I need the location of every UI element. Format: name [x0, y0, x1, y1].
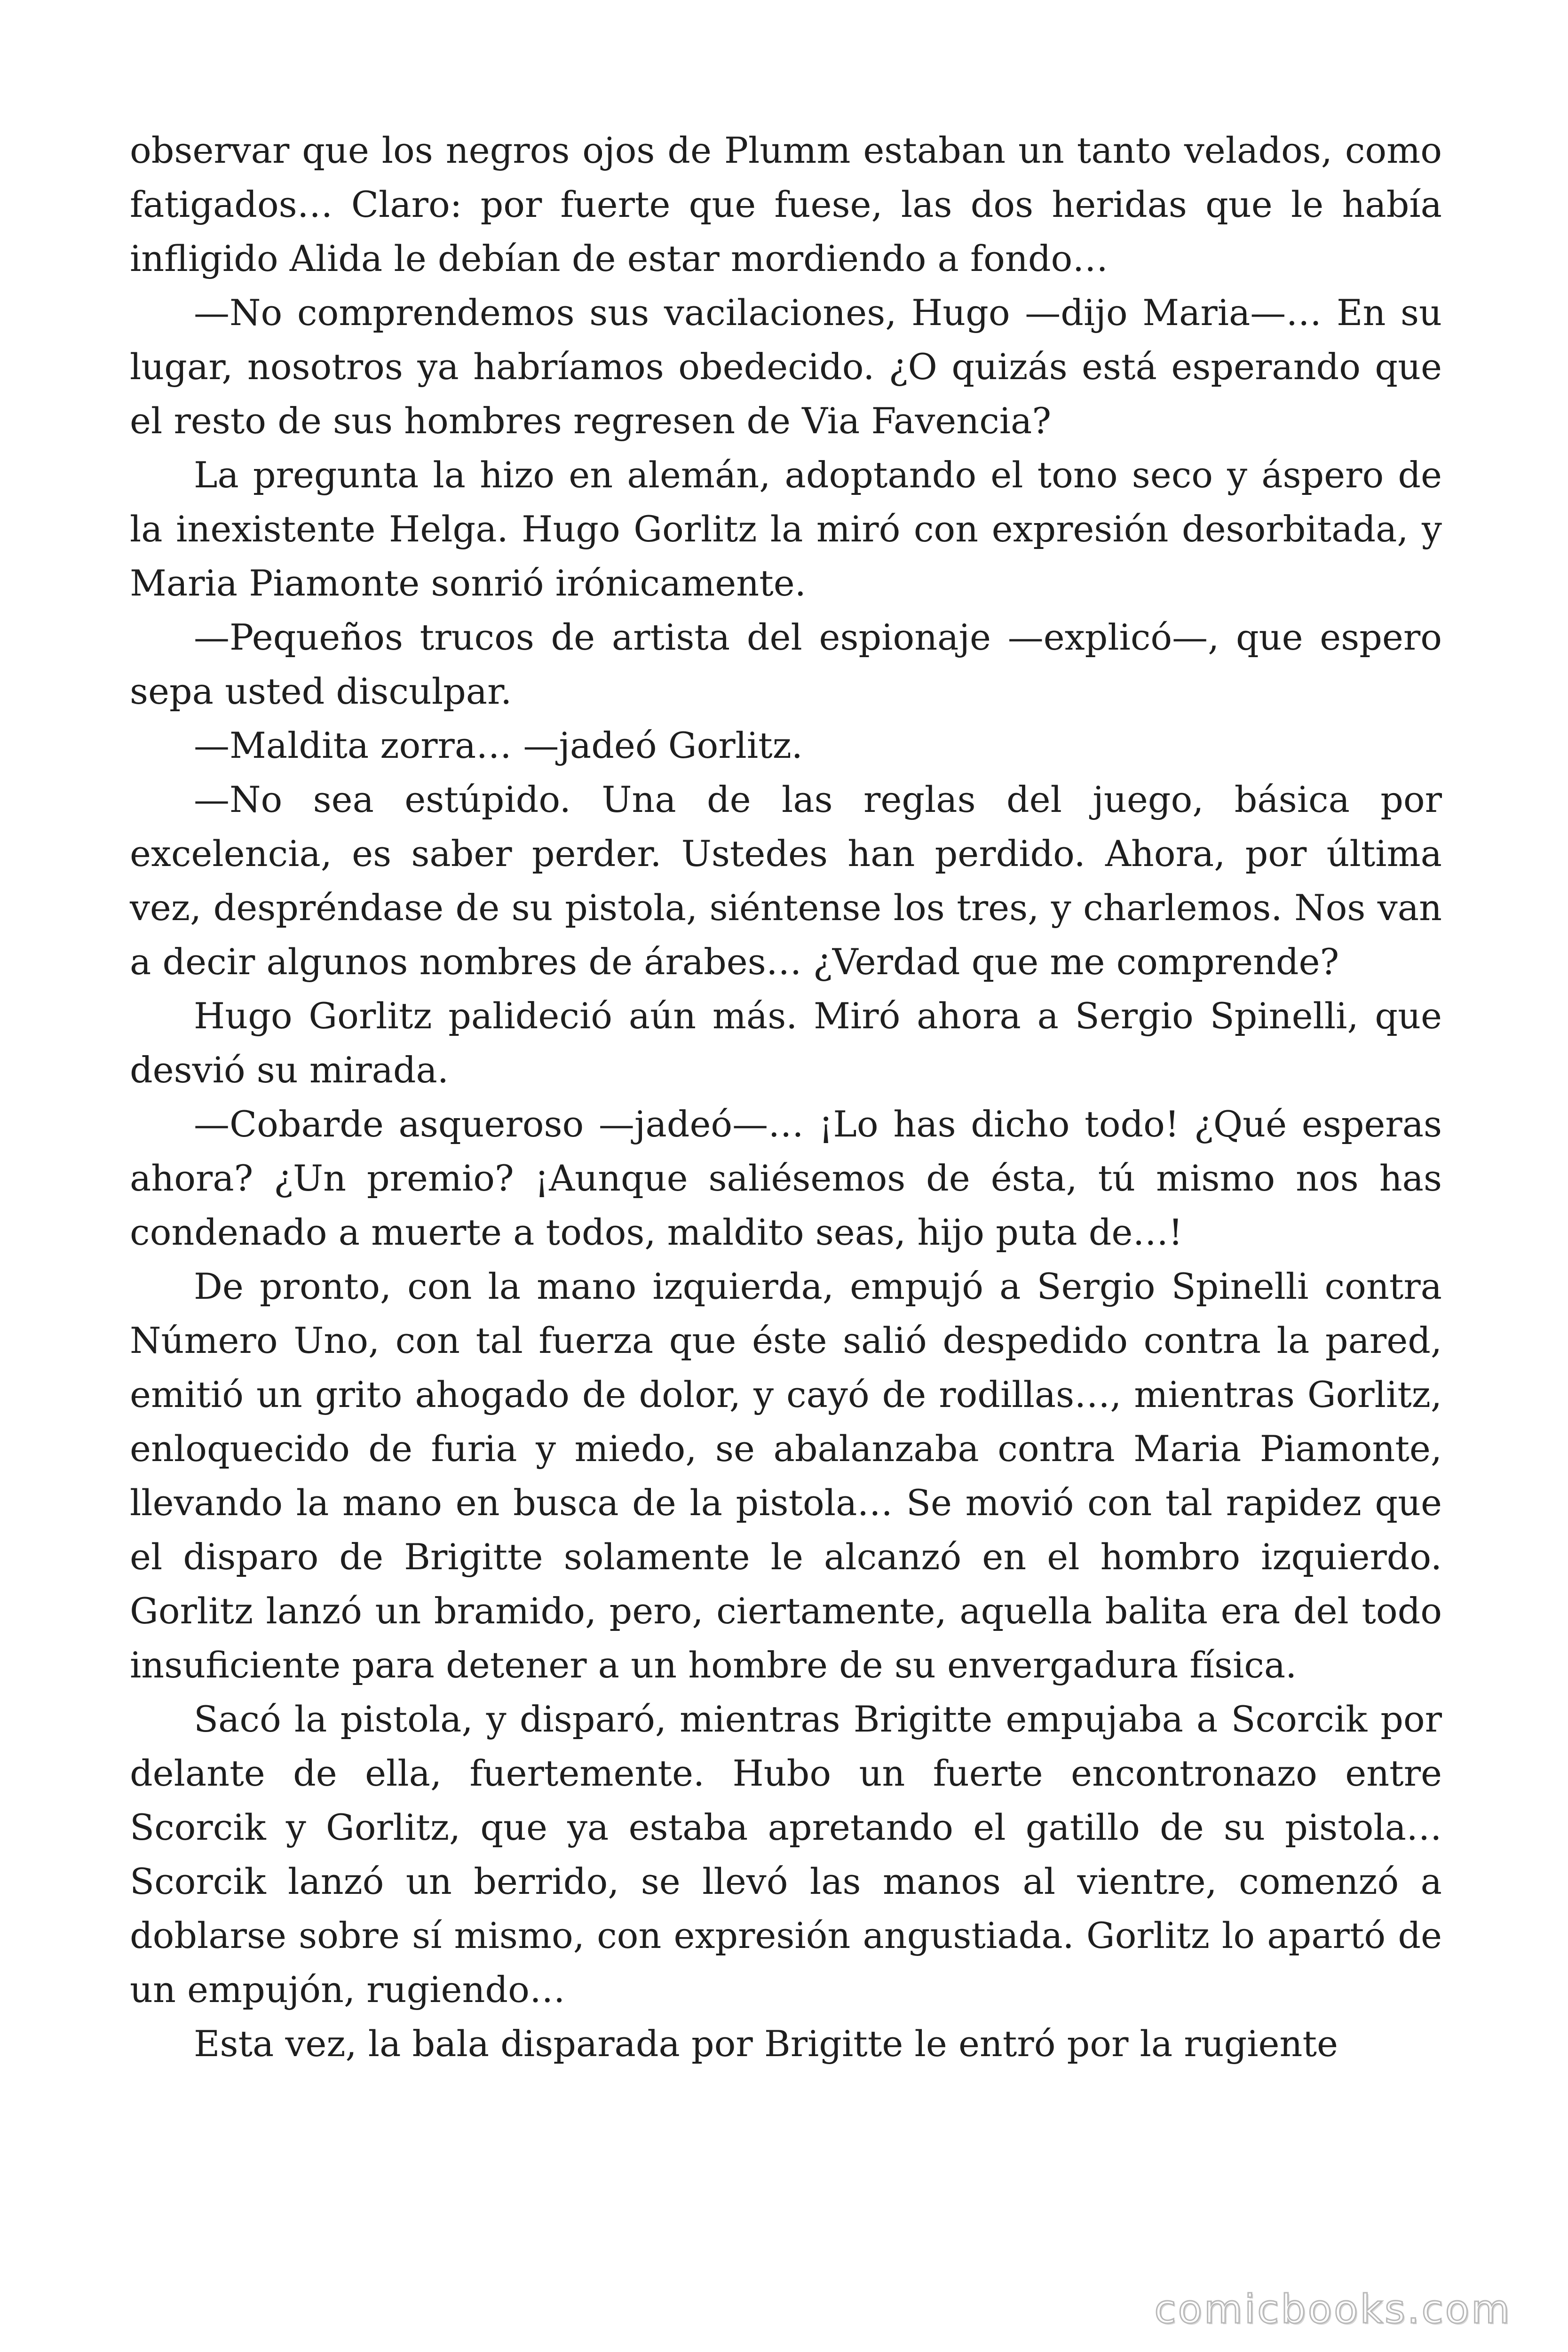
watermark: comicbooks.com	[1154, 2286, 1512, 2332]
paragraph-2: —No comprendemos sus vacilaciones, Hugo —dijo Maria—… En su lugar, nosotros ya habríamos obedecido. ¿O quizás está esperando que el resto de sus hombres regresen de Via Favencia?	[130, 292, 1442, 442]
paragraph-5: —Maldita zorra… —jadeó Gorlitz.	[194, 724, 803, 766]
paragraph-1: observar que los negros ojos de Plumm estaban un tanto velados, como fatigados… Claro: por fuerte que fuese, las dos heridas que le había infligido Alida le debían de estar mordiendo a fondo…	[130, 129, 1442, 279]
paragraph-9: De pronto, con la mano izquierda, empujó a Sergio Spinelli contra Número Uno, con tal fuerza que éste salió despedido contra la pared, emitió un grito ahogado de dolor, y cayó de rodillas…, mientras Gorlitz, enloquecido de furia y miedo, se abalanzaba contra Maria Piamonte, llevando la mano en busca de la pistola… Se movió con tal rapidez que el disparo de Brigitte solamente le alcanzó en el hombro izquierdo. Gorlitz lanzó un bramido, pero, ciertamente, aquella balita era del todo insuficiente para detener a un hombre de su envergadura física.	[130, 1265, 1442, 1686]
paragraph-8: —Cobarde asqueroso —jadeó—… ¡Lo has dicho todo! ¿Qué esperas ahora? ¿Un premio? ¡Aunque saliésemos de ésta, tú mismo nos has condenado a muerte a todos, maldito seas, hijo puta de…!	[130, 1103, 1442, 1253]
paragraph-7: Hugo Gorlitz palideció aún más. Miró ahora a Sergio Spinelli, que desvió su mirada.	[130, 995, 1442, 1091]
body-text	[130, 123, 1442, 2071]
paragraph-3: La pregunta la hizo en alemán, adoptando el tono seco y áspero de la inexistente Helga. Hugo Gorlitz la miró con expresión desorbitada, y Maria Piamonte sonrió irónicamente.	[130, 454, 1442, 604]
paragraph-11: Esta vez, la bala disparada por Brigitte le entró por la rugiente	[194, 2023, 1338, 2065]
paragraph-4: —Pequeños trucos de artista del espionaje —explicó—, que espero sepa usted disculpar.	[130, 616, 1442, 712]
paragraph-6: —No sea estúpido. Una de las reglas del juego, básica por excelencia, es saber perder. Ustedes han perdido. Ahora, por última vez, despréndase de su pistola, siéntense los tres, y charlemos. Nos van a decir algunos nombres de árabes… ¿Verdad que me comprende?	[130, 779, 1442, 983]
paragraph-10: Sacó la pistola, y disparó, mientras Brigitte empujaba a Scorcik por delante de ella, fuertemente. Hubo un fuerte encontronazo entre Scorcik y Gorlitz, que ya estaba apretando el gatillo de su pistola… Scorcik lanzó un berrido, se llevó las manos al vientre, comenzó a doblarse sobre sí mismo, con expresión angustiada. Gorlitz lo apartó de un empujón, rugiendo…	[130, 1698, 1442, 2010]
